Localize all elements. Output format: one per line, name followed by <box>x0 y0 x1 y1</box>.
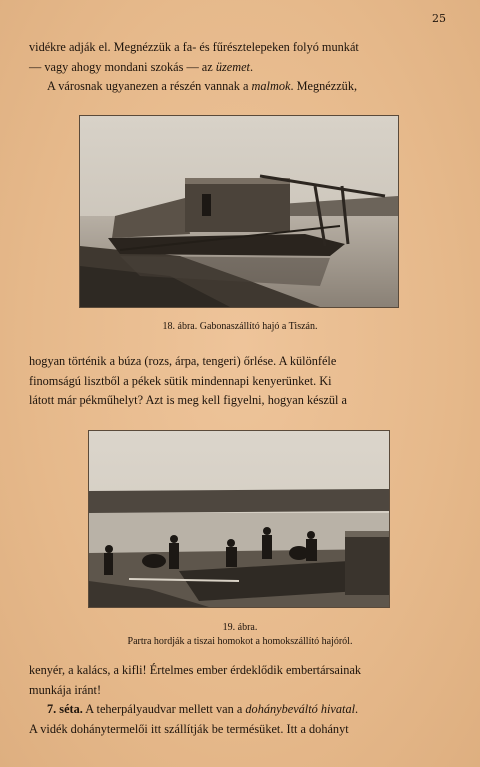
paragraph-line: hogyan történik a búza (rozs, árpa, tengeri) őrlése. A különféle <box>29 354 337 368</box>
sand-boat-photo <box>88 430 390 608</box>
figure-18-caption: 18. ábra. Gabonaszállító hajó a Tiszán. <box>162 321 318 332</box>
paragraph-3 <box>29 661 447 739</box>
paragraph-2 <box>29 352 447 411</box>
grain-boat-photo <box>79 115 399 308</box>
paragraph-line: munkája iránt! <box>29 682 102 697</box>
paragraph-line: A vidék dohánytermelői itt szállítják be termésüket. Itt a dohányt <box>29 721 349 736</box>
paragraph-line: látott már pékműhelyt? Azt is meg kell figyelni, hogyan készül a <box>29 393 347 407</box>
paragraph-line: vidékre adják el. Megnézzük a fa- és fűrésztelepeken folyó munkát <box>29 40 359 54</box>
page-number: 25 <box>432 12 446 25</box>
paragraph-line: A városnak ugyanezen a részén vannak a malmok. Megnézzük, <box>47 79 358 93</box>
paragraph-line: — vagy ahogy mondani szokás — az üzemet. <box>29 59 254 74</box>
figure-19-number: 19. ábra. <box>222 622 258 633</box>
paragraph-line: finomságú lisztből a pékek sütik mindennapi kenyerünket. Ki <box>29 373 332 388</box>
paragraph-line: kenyér, a kalács, a kifli! Értelmes ember érdeklődik embertársainak <box>29 663 362 677</box>
paragraph-1 <box>29 38 447 97</box>
figure-19-caption: Partra hordják a tiszai homokot a homokszállító hajóról. <box>127 636 353 647</box>
paragraph-line: 7. séta. A teherpályaudvar mellett van a dohánybeváltó hivatal. <box>47 702 359 716</box>
